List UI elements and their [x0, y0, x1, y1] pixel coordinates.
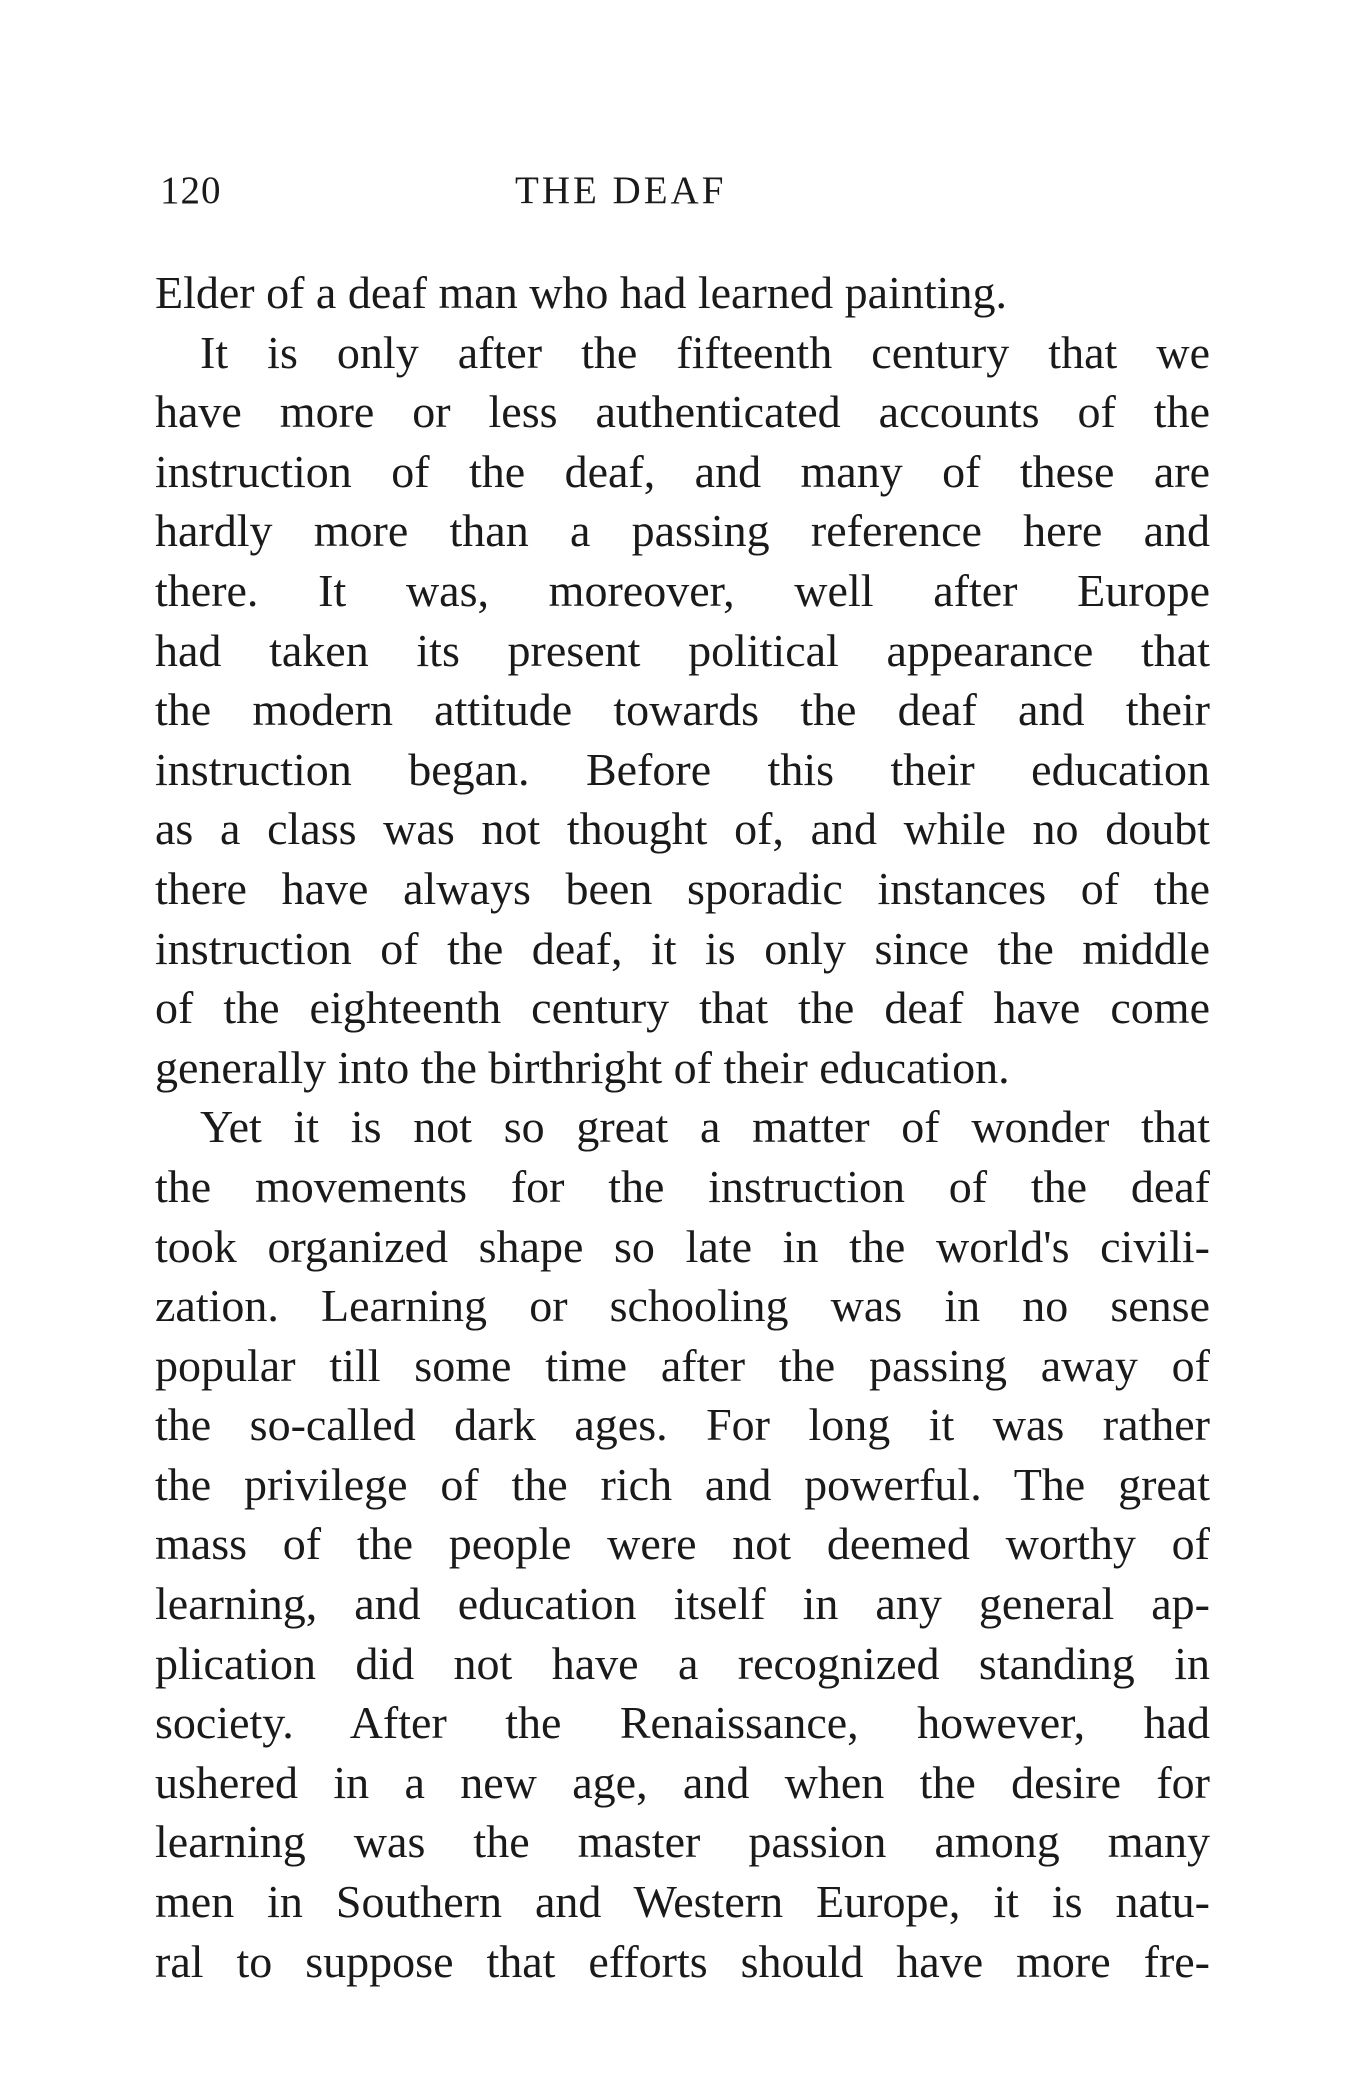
running-title: THE DEAF [515, 169, 727, 212]
text-line: the modern attitude towards the deaf and their [155, 684, 1210, 736]
text-line: learning, and education itself in any general ap- [155, 1578, 1210, 1630]
body-text [155, 263, 1210, 1991]
text-line: there. It was, moreover, well after Europe [155, 564, 1210, 616]
text-line: the movements for the instruction of the deaf [155, 1160, 1210, 1212]
text-line: the so-called dark ages. For long it was rather [155, 1399, 1210, 1451]
text-line: It is only after the fifteenth century that we [200, 326, 1210, 378]
text-line: mass of the people were not deemed worthy of [155, 1518, 1210, 1570]
text-line: of the eighteenth century that the deaf have come [155, 982, 1210, 1034]
text-line: hardly more than a passing reference here and [155, 505, 1210, 557]
text-line: Yet it is not so great a matter of wonder that [200, 1101, 1210, 1153]
text-line: the privilege of the rich and powerful. The great [155, 1458, 1210, 1510]
text-line: instruction of the deaf, and many of these are [155, 445, 1210, 497]
text-line: learning was the master passion among many [155, 1816, 1210, 1868]
text-line: as a class was not thought of, and while no doubt [155, 803, 1210, 855]
running-header [160, 168, 1205, 218]
text-line: men in Southern and Western Europe, it is natu- [155, 1876, 1210, 1928]
text-line: Elder of a deaf man who had learned painting. [155, 267, 1007, 318]
page-number: 120 [160, 169, 222, 212]
text-line: popular till some time after the passing away of [155, 1339, 1210, 1391]
text-line: took organized shape so late in the world's civili- [155, 1220, 1210, 1272]
text-line: ral to suppose that efforts should have more fre- [155, 1935, 1210, 1987]
text-line: have more or less authenticated accounts of the [155, 386, 1210, 438]
text-line: plication did not have a recognized standing in [155, 1637, 1210, 1689]
text-line: there have always been sporadic instances of the [155, 862, 1210, 914]
text-line: generally into the birthright of their education. [155, 1041, 1010, 1093]
text-line: instruction began. Before this their education [155, 743, 1210, 795]
text-line: society. After the Renaissance, however, had [155, 1697, 1210, 1749]
text-line: zation. Learning or schooling was in no sense [155, 1280, 1210, 1332]
text-line: ushered in a new age, and when the desire for [155, 1756, 1210, 1808]
text-line: instruction of the deaf, it is only since the middle [155, 922, 1210, 974]
text-line: had taken its present political appearance that [155, 624, 1210, 676]
